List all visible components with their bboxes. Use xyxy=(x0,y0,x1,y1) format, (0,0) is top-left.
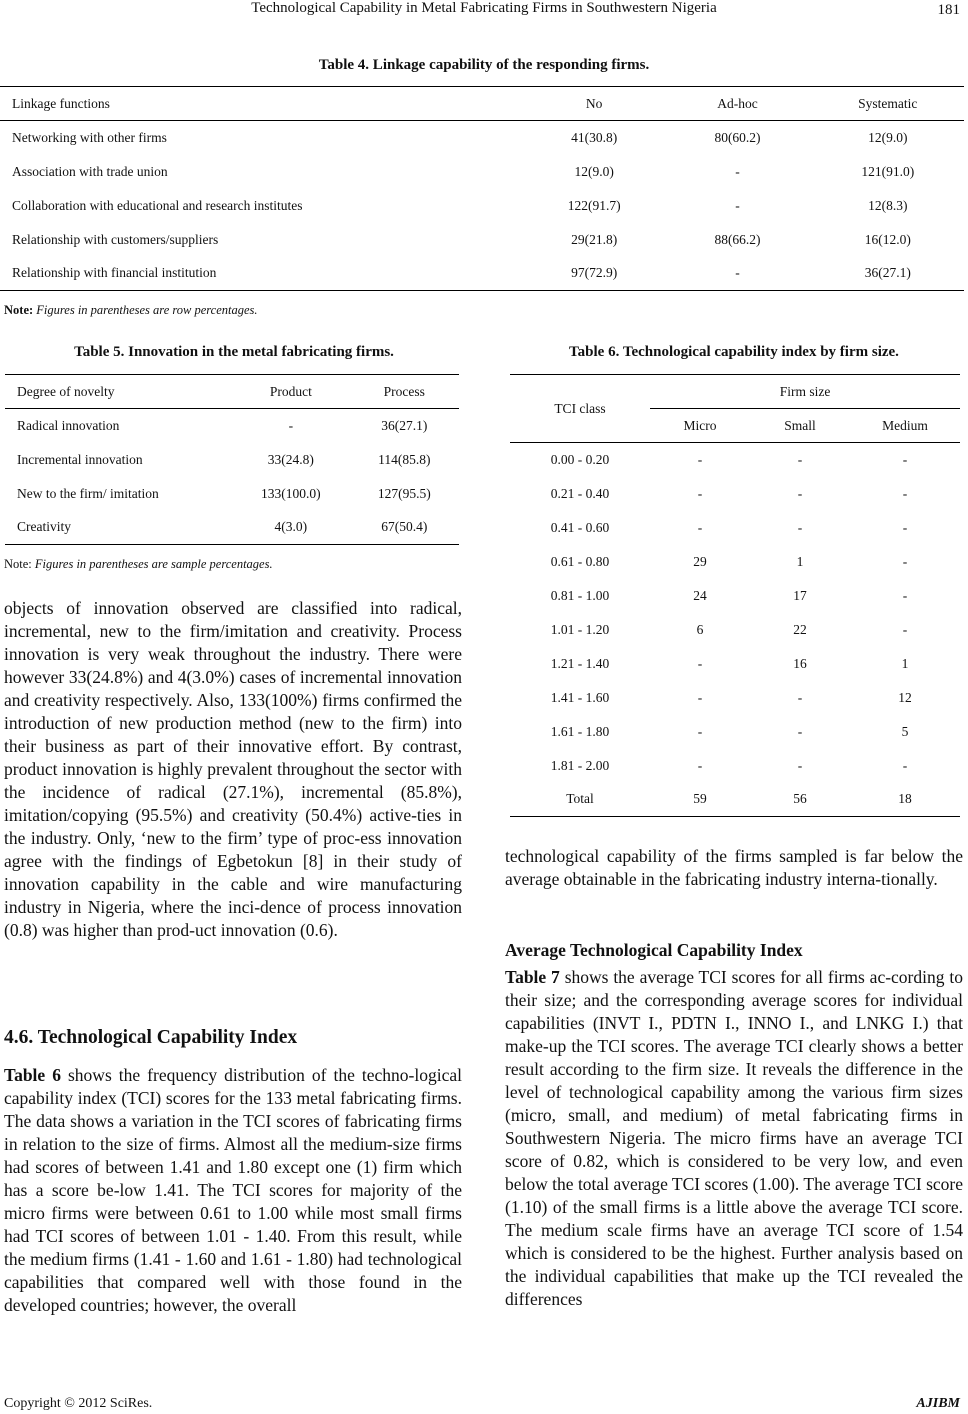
table-cell: - xyxy=(697,485,703,501)
table-cell: 33(24.8) xyxy=(267,451,314,467)
table-cell: 1.41 - 1.60 xyxy=(550,689,610,705)
table4-col-header: Linkage functions xyxy=(12,95,110,111)
table-cell: - xyxy=(902,485,908,501)
table-row xyxy=(510,613,960,647)
table-row xyxy=(510,647,960,681)
table-row xyxy=(0,189,964,223)
note-text: Figures in parentheses are sample percentages. xyxy=(34,557,273,571)
table-cell: 1.81 - 2.00 xyxy=(550,757,610,773)
table-row xyxy=(0,223,964,257)
table6-row-header: TCI class xyxy=(510,375,650,443)
table4-col-header: No xyxy=(585,95,603,111)
table-cell: 16 xyxy=(793,655,807,671)
table-cell: 16(12.0) xyxy=(864,231,911,247)
table-cell: 12(9.0) xyxy=(574,163,614,179)
table4-caption: Table 4. Linkage capability of the responding firms. xyxy=(318,57,650,73)
table-cell: 0.81 - 1.00 xyxy=(550,587,610,603)
subsection-heading: Average Technological Capability Index xyxy=(505,940,803,960)
table-cell: Collaboration with educational and research institutes xyxy=(12,197,303,213)
table-row xyxy=(0,257,964,291)
table-cell: 1.01 - 1.20 xyxy=(550,621,610,637)
table-cell: - xyxy=(902,519,908,535)
table-cell: 121(91.0) xyxy=(861,163,915,179)
table-row xyxy=(510,715,960,749)
table-cell: - xyxy=(902,621,908,637)
paragraph-text: shows the frequency distribution of the techno-logical capability index (TCI) scores for the 133 metal fabricating firms. The data shows a variation in the TCI scores of fabricating firms in relation to the size of firms. Almost all the medium-size firms had scores of between 1.41 and 1.80 except one (1) firm which has a score be-low 1.41. The TCI scores for majority of the micro firms were between 0.61 to 1.00 while most small firms had TCI scores of between 1.01 - 1.40. From this result, while the medium firms (1.41 - 1.60 and 1.61 - 1.80) had technological capabilities that compared well with those found in the developed countries; however, the overall xyxy=(4,1065,462,1315)
table-cell: - xyxy=(735,163,740,179)
table-row xyxy=(510,443,960,477)
table-cell: 0.00 - 0.20 xyxy=(550,451,610,467)
table-cell: 1.21 - 1.40 xyxy=(550,655,610,671)
table6-body xyxy=(510,443,960,817)
table-cell: 5 xyxy=(901,723,909,739)
table-cell: Incremental innovation xyxy=(17,451,143,467)
table-cell: 12(9.0) xyxy=(868,129,908,145)
table-cell: 88(66.2) xyxy=(714,231,761,247)
section-heading: 4.6. Technological Capability Index xyxy=(4,1027,298,1048)
table-cell: - xyxy=(697,519,703,535)
table-cell: - xyxy=(797,723,803,739)
table-cell: Total xyxy=(566,791,594,807)
table-cell: - xyxy=(735,197,740,213)
table-row xyxy=(5,443,459,477)
note-text: Figures in parentheses are row percentages. xyxy=(36,303,258,317)
table5-col-header: Degree of novelty xyxy=(17,383,115,399)
table-row xyxy=(0,155,964,189)
table-row xyxy=(510,579,960,613)
table-cell: - xyxy=(797,519,803,535)
table6-header-row xyxy=(510,375,960,409)
table-cell: 12 xyxy=(898,689,912,705)
table-cell: 0.61 - 0.80 xyxy=(550,553,610,569)
table5-col-header: Process xyxy=(383,383,425,399)
table-cell: - xyxy=(697,757,703,773)
table-cell: 122(91.7) xyxy=(567,197,621,213)
right-paragraph-1: technological capability of the firms sampled is far below the average obtainable in the fabricating industry interna-tionally. xyxy=(505,846,963,889)
table-reference-link: Table 7 xyxy=(505,967,560,987)
table-cell: - xyxy=(735,265,740,281)
table-cell: 0.21 - 0.40 xyxy=(550,485,610,501)
table-cell: 4(3.0) xyxy=(274,519,308,535)
left-paragraph-2 xyxy=(4,1064,462,1317)
table-cell: 114(85.8) xyxy=(378,451,431,467)
table-row xyxy=(0,121,964,155)
table6 xyxy=(510,374,960,817)
table-cell: - xyxy=(902,757,908,773)
page-number: 181 xyxy=(937,2,960,18)
running-title: Technological Capability in Metal Fabricating Firms in Southwestern Nigeria xyxy=(251,0,717,16)
table-cell: 80(60.2) xyxy=(714,129,761,145)
table-cell: Relationship with customers/suppliers xyxy=(12,231,219,247)
table6-col-header: Micro xyxy=(683,417,717,433)
paragraph-text: shows the average TCI scores for all firms ac-cording to their size; and the corresponding average scores for individual capabilities (INVT I., PDTN I., INNO I., and LNKG I.) that make-up the TCI scores. The average TCI clearly shows a better result according to the firm size. It reveals the difference in the level of technological capability among the various firm sizes (micro, small, and medium) of metal fabricating firms in Southwestern Nigeria. The micro firms have an average TCI score of 0.82, which is considered to be very low, and even below the total average TCI scores (1.00). The average TCI score (1.10) of the small firms is a little above the average TCI score. The medium scale firms have an average TCI score of 1.54 which is considered to be the highest. Further analysis based on the individual capabilities that make up the TCI revealed the differences xyxy=(505,967,963,1309)
table-cell: 18 xyxy=(898,791,912,807)
table-cell: - xyxy=(797,689,803,705)
table-cell: - xyxy=(902,553,908,569)
table-cell: 59 xyxy=(693,791,707,807)
table-cell: 36(27.1) xyxy=(864,265,911,281)
table-cell: 1 xyxy=(796,553,804,569)
table-cell: 133(100.0) xyxy=(261,485,321,501)
table-cell: 97(72.9) xyxy=(571,265,618,281)
table-cell: - xyxy=(697,451,703,467)
table-cell: Association with trade union xyxy=(12,163,168,179)
table4-col-header: Systematic xyxy=(858,95,918,111)
table-cell: 0.41 - 0.60 xyxy=(550,519,610,535)
table6-col-header: Small xyxy=(784,417,816,433)
note-label: Note: xyxy=(4,557,32,571)
table4-note xyxy=(4,303,258,318)
table5 xyxy=(5,374,459,545)
table-cell: - xyxy=(697,655,703,671)
table-row xyxy=(510,749,960,783)
table-cell: - xyxy=(697,689,703,705)
table-cell: Creativity xyxy=(17,519,71,535)
table-cell: Networking with other firms xyxy=(12,129,167,145)
table5-note xyxy=(4,557,273,572)
left-paragraph-1: objects of innovation observed are classified into radical, incremental, new to the firm/imitation and creativity. Process innovation is very weak throughout the industry. There were however 33(24.8%) and 4(3.0%) cases of incremental innovation and creativity respectively. Also, 133(100%) firms confirmed the introduction of new production method (new to the firm) into their business as part of their innovative effort. By contrast, product innovation is highly prevalent throughout the sector with the incidence of radical (27.1%), incremental (85.8%), imitation/copying (95.5%) and creativity (50.4%) active-ties in the industry. Only, ‘new to the firm’ type of proc-ess innovation agree with the findings of Egbetokun [8] in their study of innovation capability in the cable and wire manufacturing industry in Nigeria, where the inci-dence of process innovation (0.8) was higher than prod-uct innovation (0.6). xyxy=(4,598,462,940)
table-cell: 36(27.1) xyxy=(381,417,428,433)
table-cell: 12(8.3) xyxy=(868,197,908,213)
table-cell: 67(50.4) xyxy=(381,519,428,535)
table-cell: 127(95.5) xyxy=(377,485,431,501)
table6-col-header: Medium xyxy=(882,417,928,433)
table-cell: Relationship with financial institution xyxy=(12,265,217,281)
table-cell: 29(21.8) xyxy=(571,231,618,247)
table6-group-header: Firm size xyxy=(650,375,960,409)
table5-caption: Table 5. Innovation in the metal fabricating firms. xyxy=(74,344,394,360)
table-row xyxy=(5,511,459,545)
table-cell: - xyxy=(697,723,703,739)
table-cell: 22 xyxy=(793,621,807,637)
table-cell: - xyxy=(797,757,803,773)
table-cell: 6 xyxy=(696,621,704,637)
table-cell: 29 xyxy=(693,553,707,569)
table-reference-link: Table 6 xyxy=(4,1065,61,1085)
table-cell: 56 xyxy=(793,791,807,807)
table-cell: - xyxy=(797,451,803,467)
table4-header-row xyxy=(0,87,964,121)
copyright: Copyright © 2012 SciRes. xyxy=(4,1396,153,1411)
note-label: Note: xyxy=(4,303,34,317)
table-cell: - xyxy=(797,485,803,501)
table-cell: 1 xyxy=(901,655,909,671)
table-cell: Radical innovation xyxy=(17,417,120,433)
table-cell: 24 xyxy=(693,587,707,603)
table-cell: 17 xyxy=(793,587,807,603)
table-cell: 1.61 - 1.80 xyxy=(550,723,610,739)
table5-header-row xyxy=(5,375,459,409)
table-row xyxy=(5,477,459,511)
table-cell: New to the firm/ imitation xyxy=(17,485,159,501)
table-cell: - xyxy=(288,417,294,433)
table-row xyxy=(510,545,960,579)
journal-name: AJIBM xyxy=(916,1396,960,1411)
table5-col-header: Product xyxy=(269,383,312,399)
table-row xyxy=(5,409,459,443)
table4 xyxy=(0,86,964,291)
table-row xyxy=(510,511,960,545)
running-header xyxy=(0,0,968,22)
table-row xyxy=(510,783,960,817)
table-row xyxy=(510,477,960,511)
table-cell: - xyxy=(902,587,908,603)
table-cell: - xyxy=(902,451,908,467)
right-paragraph-2 xyxy=(505,966,963,1311)
table-row xyxy=(510,681,960,715)
table-cell: 41(30.8) xyxy=(571,129,618,145)
table6-caption: Table 6. Technological capability index by firm size. xyxy=(569,344,899,360)
table4-col-header: Ad-hoc xyxy=(717,95,758,111)
